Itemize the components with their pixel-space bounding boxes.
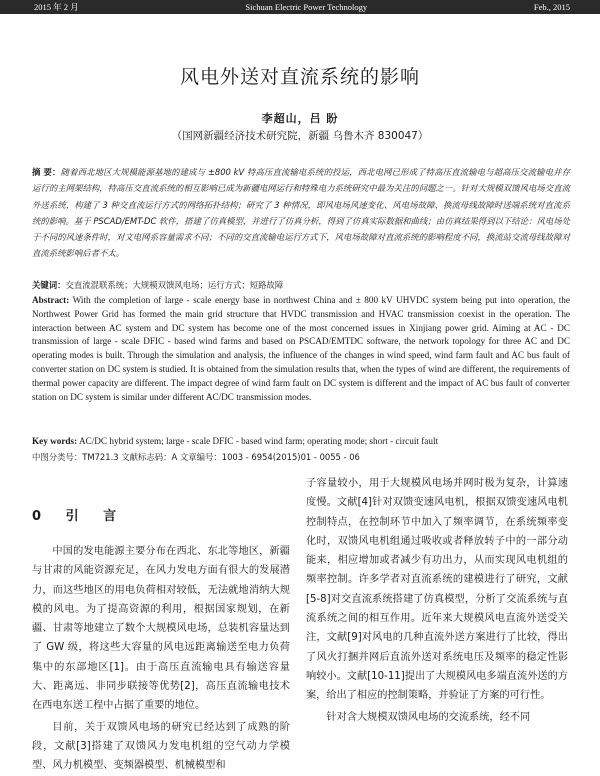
right-column xyxy=(306,474,568,727)
paper-affiliation: （国网新疆经济技术研究院，新疆 乌鲁木齐 830047） xyxy=(171,130,429,142)
paper-title: 风电外送对直流系统的影响 xyxy=(179,66,420,88)
paper-authors: 李超山，吕 盼 xyxy=(261,112,339,125)
abstract-en-text: With the completion of large - scale energy base in northwest China and ± 800 kV UHVDC system being put into operation, the Northwest Power Grid has formed the main grid structure that HVDC transmission and HVAC transmission coexist in the operation. The interaction between AC system and DC system has become one of the most concerned issues in Xinjiang power grid. Aiming at AC - DC transmission of large - scale DFIC - based wind farms and based on PSCAD/EMTDC software, the network topology for three AC and DC operating modes is built. Through the simulation and analysis, the influence of the changes in wind speed, wind farm fault and AC bus fault of converter station on DC system is studied. It is obtained from the simulation results that, when the types of wind are different, the requirements of thermal power capacity are different. The impact degree of wind farm fault on DC system is different and the impact of AC bus fault of converter station on DC system is similar under different AC/DC transmission modes. xyxy=(32,295,570,402)
journal-header xyxy=(0,0,600,14)
right-paragraph-2: 针对含大规模双馈风电场的交流系统，经不同 xyxy=(326,711,531,723)
header-date-en: Feb., 2015 xyxy=(533,2,570,12)
left-paragraph-2: 目前，关于双馈风电场的研究已经达到了成熟的阶段，文献[3]搭建了双馈风力发电机组的空气动力学模型、风力机模型、变频器模型、机械模型和 xyxy=(32,721,290,772)
classification-line: 中图分类号：TM721.3 文献标志码：A 文章编号：1003 - 6954(2015)01 - 0055 - 06 xyxy=(32,452,360,462)
abstract-cn xyxy=(32,164,570,262)
keywords-cn xyxy=(32,279,570,292)
keywords-cn-text: 交直流混联系统；大规模双馈风电场；运行方式；短路故障 xyxy=(65,280,284,290)
header-journal-name: Sichuan Electric Power Technology xyxy=(245,2,368,12)
section-heading-introduction: 0 引 言 xyxy=(32,509,127,524)
header-date: 2015 年 2 月 xyxy=(34,2,79,12)
keywords-en xyxy=(32,435,570,448)
abstract-cn-label: 摘 要： xyxy=(32,167,61,177)
left-paragraph-1: 中国的发电能源主要分布在西北、东北等地区，新疆与甘肃的风能资源充足，在风力发电方面有很大的发展潜力，而这些地区的用电负荷相对较低，无法就地消纳大规模的风电。为了提高资源的利用，根据国家规划，在新疆、甘肃等地建立了数个大规模风电场，总装机容量达到了 GW 级，将这些大容量的风电远距离输送至电力负荷集中的东部地区[1]。由于高压直流输电具有输送容量大、距离远、非同步联接等优势[2]，高压直流输电技术在西电东送工程中占据了重要的地位。 xyxy=(32,546,290,712)
keywords-en-label: Key words: xyxy=(32,436,78,446)
keywords-en-text: AC/DC hybrid system; large - scale DFIC - based wind farm; operating mode; short - circuit fault xyxy=(78,436,439,446)
abstract-cn-text: 随着西北地区大规模能源基地的建成与 ±800 kV 特高压直流输电系统的投运，西北电网已形成了特高压直流输电与超高压交流输电并存运行的主网架结构，特高压交直流系统的相互影响已成为新疆电网运行和特殊电力系统研究中最为关注的问题之一。针对大规模双馈风电场交直流外送系统，构建了 3 种交直流运行方式的网络拓扑结构；研究了 3 种情况，即风电场风速变化、风电场故障、换流母线故障时送端系统对直流系统的影响。基于 PSCAD/EMT-DC 软件，搭建了仿真模型，并进行了仿真分析，得到了仿真实际数据和曲线；由仿真结果得到以下结论：风电场处于不同的风速条件时，对文电网系容量需求不同；不同的交直流输电运行方式下，风电场故障对直流系统的影响程度不同，换流站交流母线故障对直流系统影响后者不太。 xyxy=(32,167,570,259)
abstract-en-label: Abstract: xyxy=(32,295,70,305)
abstract-en xyxy=(32,294,570,404)
keywords-cn-label: 关键词： xyxy=(32,280,66,290)
right-paragraph-1: 子容量较小，用于大规模风电场并网时极为复杂，计算速度慢。文献[4]针对双馈变速风电机，根据双馈变速风电机控制特点，在控制环节中加入了频率调节，在系统频率变化时，双馈风电机组通过吸收或者释放转子中的一部分动能来，相应增加或者减少有功出力，从而实现风电机组的频率控制。许多学者对直流系统的建模进行了研究，文献[5-8]对交直流系统搭建了仿真模型，分析了交流系统与直流系统之间的相互作用。近年来大规模风电直流外送受关注，文献[9]对风电的几种直流外送方案进行了比较，得出了风火打捆并网后直流外送对系统电压及频率的稳定性影响较小。文献[10-11]提出了大规模风电多端直流外送的方案，给出了相应的控制策略，并验证了方案的可行性。 xyxy=(306,478,568,702)
left-column xyxy=(32,542,290,776)
